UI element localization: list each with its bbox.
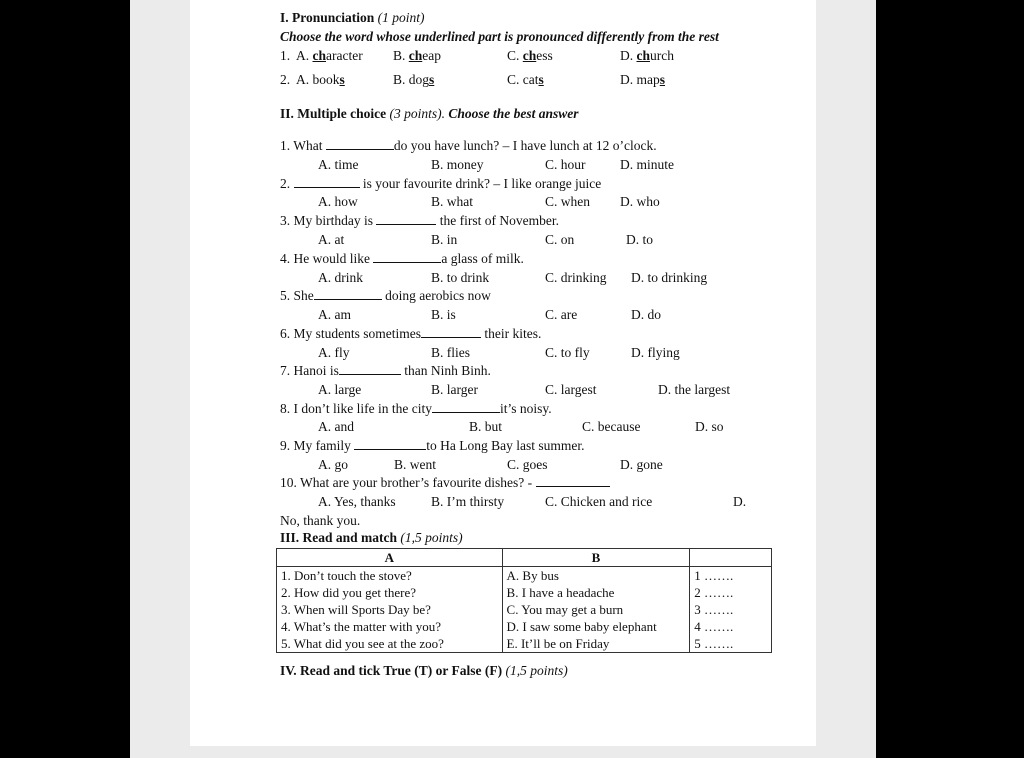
pron-q1-option-a: A. character xyxy=(296,48,363,63)
mc-q9-option-b: B. went xyxy=(394,457,436,472)
mc-q6-option-d: D. flying xyxy=(631,345,680,360)
mc-q1-option-d: D. minute xyxy=(620,157,674,172)
match-table-header xyxy=(277,549,772,567)
answer-blank[interactable] xyxy=(354,438,426,450)
match-response: E. It’ll be on Friday xyxy=(502,635,690,653)
mc-q7-stem: 7. Hanoi is than Ninh Binh. xyxy=(280,363,491,378)
answer-blank[interactable] xyxy=(373,251,441,263)
mc-q2-option-c: C. when xyxy=(545,194,590,209)
match-response: B. I have a headache xyxy=(502,584,690,601)
mc-q4-option-c: C. drinking xyxy=(545,270,607,285)
pron-q1-option-c: C. chess xyxy=(507,48,553,63)
pron-q2-option-b: B. dogs xyxy=(393,72,435,87)
section2-heading xyxy=(280,106,579,122)
mc-q5-option-c: C. are xyxy=(545,307,578,322)
mc-q7-option-b: B. larger xyxy=(431,382,478,397)
mc-q9-option-d: D. gone xyxy=(620,457,663,472)
pron-q2-option-a: A. books xyxy=(296,72,345,87)
mc-q6-option-b: B. flies xyxy=(431,345,470,360)
section1-heading xyxy=(280,10,425,26)
mc-q5-option-d: D. do xyxy=(631,307,661,322)
mc-q8-option-d: D. so xyxy=(695,419,724,434)
mc-q8-option-c: C. because xyxy=(582,419,641,434)
mc-q6-option-c: C. to fly xyxy=(545,345,590,360)
mc-q3-stem: 3. My birthday is the first of November. xyxy=(280,213,559,228)
mc-q3-option-a: A. at xyxy=(318,232,345,247)
mc-q5-stem: 5. She doing aerobics now xyxy=(280,288,491,303)
mc-q9-option-c: C. goes xyxy=(507,457,548,472)
mc-q4-stem: 4. He would like a glass of milk. xyxy=(280,251,524,266)
match-question: 4. What’s the matter with you? xyxy=(277,618,503,635)
match-response: C. You may get a burn xyxy=(502,601,690,618)
answer-blank[interactable] xyxy=(536,475,610,487)
match-answer-blank[interactable]: 3 ……. xyxy=(690,601,772,618)
table-row xyxy=(277,601,772,618)
mc-q10-option-b: B. I’m thirsty xyxy=(431,494,505,509)
pron-q2-num: 2. xyxy=(280,72,291,87)
mc-q7-option-d: D. the largest xyxy=(658,382,731,397)
answer-blank[interactable] xyxy=(294,176,360,188)
column-b-header: B xyxy=(502,549,690,567)
pron-q2-option-d: D. maps xyxy=(620,72,666,87)
mc-q4-option-b: B. to drink xyxy=(431,270,490,285)
answer-blank[interactable] xyxy=(376,213,436,225)
mc-q8-option-a: A. and xyxy=(318,419,354,434)
section4-title: IV. Read and tick True (T) or False (F) xyxy=(280,663,503,678)
mc-q2-option-b: B. what xyxy=(431,194,473,209)
mc-q4-option-a: A. drink xyxy=(318,270,363,285)
section3-points: (1,5 points) xyxy=(400,530,463,545)
mc-q3-option-b: B. in xyxy=(431,232,458,247)
match-answer-blank[interactable]: 1 ……. xyxy=(690,567,772,585)
match-answer-blank[interactable]: 2 ……. xyxy=(690,584,772,601)
mc-q8-stem: 8. I don’t like life in the city it’s noisy. xyxy=(280,401,552,416)
answer-blank[interactable] xyxy=(339,363,401,375)
mc-q9-stem: 9. My family to Ha Long Bay last summer. xyxy=(280,438,585,453)
pron-q2-option-c: C. cats xyxy=(507,72,544,87)
mc-q6-option-a: A. fly xyxy=(318,345,350,360)
match-question: 2. How did you get there? xyxy=(277,584,503,601)
section4-heading xyxy=(280,663,568,679)
column-answer-header xyxy=(690,549,772,567)
section3-title: III. Read and match xyxy=(280,530,398,545)
mc-q9-option-a: A. go xyxy=(318,457,348,472)
mc-q7-option-c: C. largest xyxy=(545,382,597,397)
pron-q1-option-b: B. cheap xyxy=(393,48,441,63)
answer-blank[interactable] xyxy=(421,326,481,338)
mc-q3-option-d: D. to xyxy=(626,232,653,247)
table-row xyxy=(277,635,772,653)
mc-q1-option-c: C. hour xyxy=(545,157,586,172)
match-response: D. I saw some baby elephant xyxy=(502,618,690,635)
mc-q1-stem: 1. What do you have lunch? – I have lunch at 12 o’clock. xyxy=(280,138,657,153)
section1-instruction: Choose the word whose underlined part is pronounced differently from the rest xyxy=(280,29,719,44)
mc-q1-option-b: B. money xyxy=(431,157,484,172)
match-question: 3. When will Sports Day be? xyxy=(277,601,503,618)
answer-blank[interactable] xyxy=(314,288,382,300)
pron-q1-num: 1. xyxy=(280,48,291,63)
section2-title: II. Multiple choice xyxy=(280,106,387,121)
match-question: 1. Don’t touch the stove? xyxy=(277,567,503,585)
match-question: 5. What did you see at the zoo? xyxy=(277,635,503,653)
mc-q10-option-c: C. Chicken and rice xyxy=(545,494,653,509)
section2-instruction: Choose the best answer xyxy=(448,106,579,121)
table-row xyxy=(277,618,772,635)
mc-q5-option-b: B. is xyxy=(431,307,456,322)
mc-q10-option-d-continued: No, thank you. xyxy=(280,513,361,528)
mc-q10-stem: 10. What are your brother’s favourite dishes? - xyxy=(280,475,610,491)
mc-q7-option-a: A. large xyxy=(318,382,362,397)
section2-points: (3 points). xyxy=(389,106,445,121)
table-row xyxy=(277,567,772,585)
match-answer-blank[interactable]: 5 ……. xyxy=(690,635,772,653)
table-row xyxy=(277,584,772,601)
section3-heading xyxy=(280,530,463,546)
section1-title: I. Pronunciation xyxy=(280,10,375,25)
mc-q10-option-d: D. xyxy=(733,494,747,509)
mc-q3-option-c: C. on xyxy=(545,232,575,247)
section1-points: (1 point) xyxy=(377,10,425,25)
mc-q1-option-a: A. time xyxy=(318,157,359,172)
mc-q10-option-a: A. Yes, thanks xyxy=(318,494,396,509)
answer-blank[interactable] xyxy=(432,401,500,413)
mc-q5-option-a: A. am xyxy=(318,307,351,322)
answer-blank[interactable] xyxy=(326,138,394,150)
column-a-header: A xyxy=(277,549,503,567)
mc-q2-option-a: A. how xyxy=(318,194,358,209)
match-table xyxy=(276,548,772,653)
pron-q1-option-d: D. church xyxy=(620,48,674,63)
mc-q2-option-d: D. who xyxy=(620,194,660,209)
mc-q8-option-b: B. but xyxy=(469,419,503,434)
match-response: A. By bus xyxy=(502,567,690,585)
mc-q4-option-d: D. to drinking xyxy=(631,270,708,285)
match-answer-blank[interactable]: 4 ……. xyxy=(690,618,772,635)
mc-q6-stem: 6. My students sometimes their kites. xyxy=(280,326,542,341)
section4-points: (1,5 points) xyxy=(505,663,568,678)
mc-q2-stem: 2. is your favourite drink? – I like orange juice xyxy=(280,176,602,191)
